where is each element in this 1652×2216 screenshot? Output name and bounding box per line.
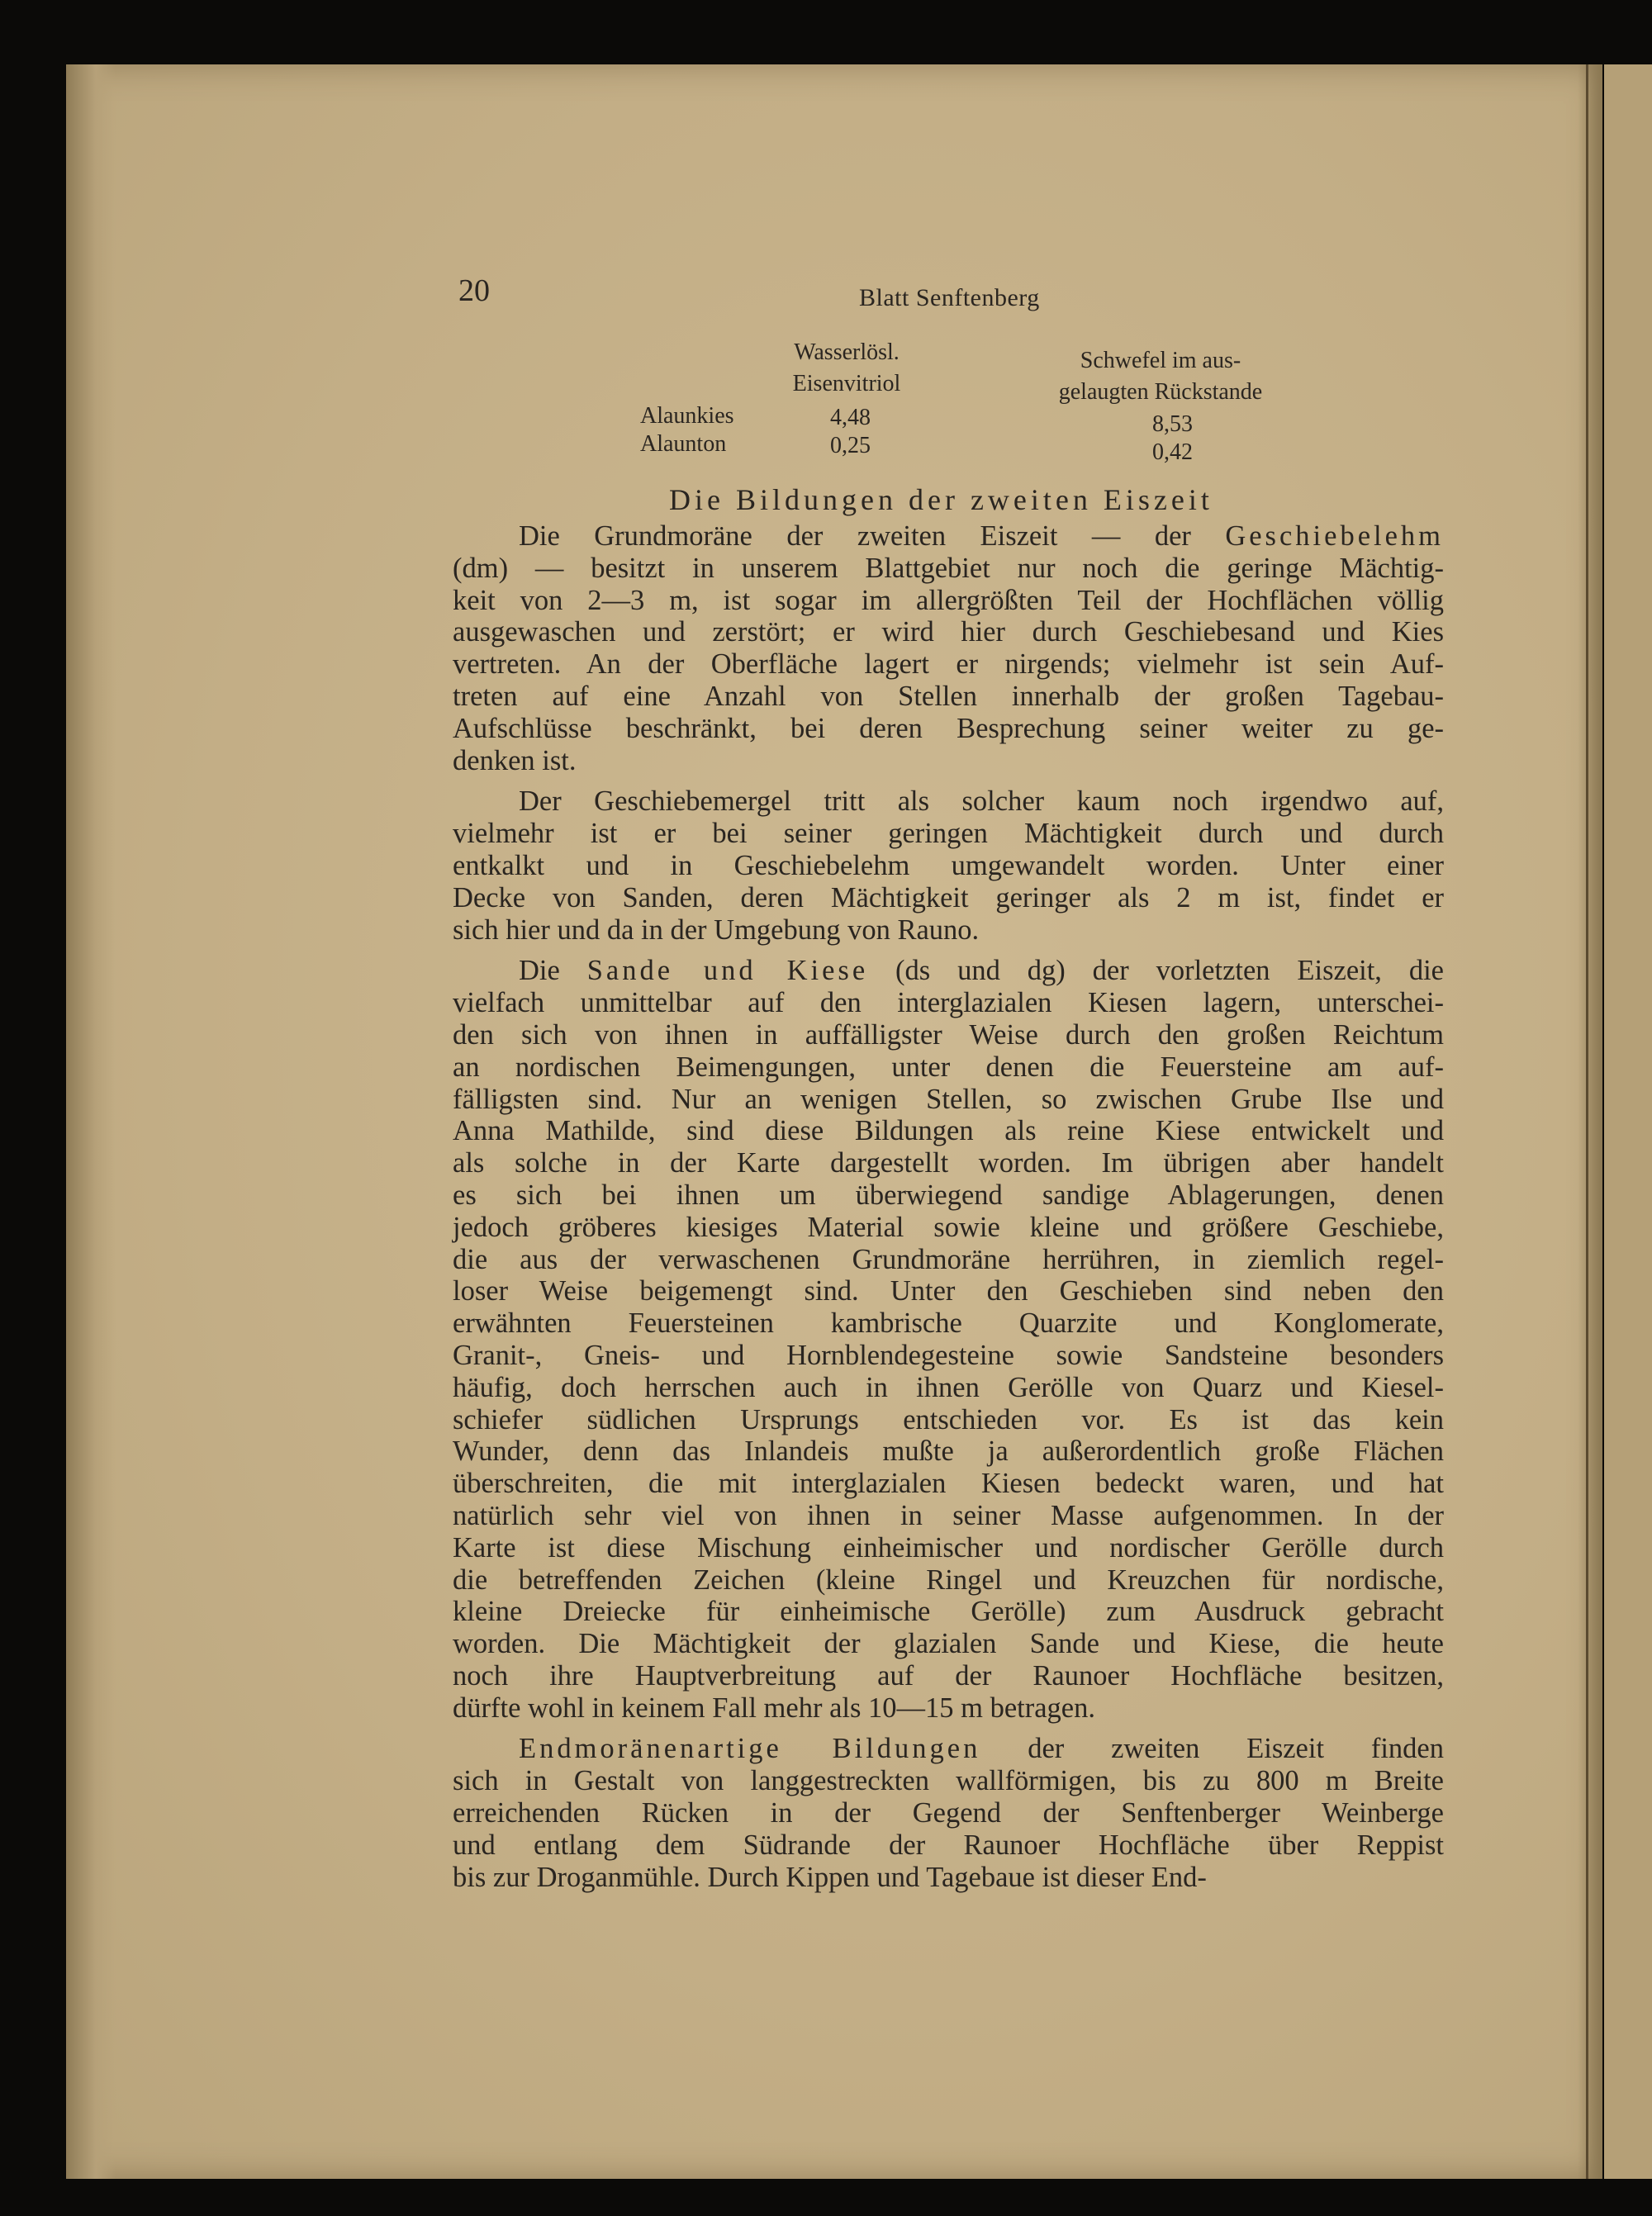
spaced-term: Sande und Kiese: [586, 955, 869, 987]
table-cell: 0,25: [830, 433, 871, 458]
table-row-label: Alaunton: [640, 431, 727, 457]
spaced-term: Endmoränenartige Bildungen: [519, 1733, 981, 1765]
running-head: Blatt Senftenberg: [859, 284, 1040, 311]
paragraph-gap: [453, 946, 1444, 955]
text-line: ausgewaschen und zerstört; er wird hier durch Geschiebesand und Kies: [453, 616, 1444, 648]
section-heading: Die Bildungen der zweiten Eiszeit: [669, 483, 1213, 516]
text-line: als solche in der Karte dargestellt worden. Im übrigen aber handelt: [453, 1147, 1444, 1179]
text-line: erwähnten Feuersteinen kambrische Quarzite und Konglomerate,: [453, 1307, 1444, 1340]
spaced-term: Geschiebelehm: [1225, 520, 1444, 552]
text-line: loser Weise beigemengt sind. Unter den Geschieben sind neben den: [453, 1275, 1444, 1307]
text-line: Granit-, Gneis- und Hornblendegesteine sowie Sandsteine besonders: [453, 1339, 1444, 1371]
line-segment: der zweiten Eiszeit finden: [980, 1733, 1444, 1765]
header-line: gelaugten Rückstande: [1058, 379, 1263, 405]
text-line: entkalkt und in Geschiebelehm umgewandelt worden. Unter einer: [453, 849, 1444, 881]
page-gutter-line: [1586, 64, 1588, 2179]
table-header-wasserloesl: [768, 337, 925, 400]
header-line: Schwefel im aus-: [1080, 348, 1241, 373]
paragraph-gap: [453, 1724, 1444, 1733]
text-line: es sich bei ihnen um überwiegend sandige Ablagerungen, denen: [453, 1179, 1444, 1211]
text-line: die betreffenden Zeichen (kleine Ringel und Kreuzchen für nordische,: [453, 1564, 1444, 1596]
text-line: überschreiten, die mit interglazialen Kiesen bedeckt waren, und hat: [453, 1468, 1444, 1500]
paragraph: [453, 1733, 1444, 1893]
text-line: schiefer südlichen Ursprungs entschieden vor. Es ist das kein: [453, 1403, 1444, 1435]
table-cell: 8,53: [1152, 411, 1193, 437]
paragraph: [453, 955, 1444, 1724]
text-line: Aufschlüsse beschränkt, bei deren Besprechung seiner weiter zu ge-: [453, 712, 1444, 744]
text-line: noch ihre Hauptverbreitung auf der Raunoer Hochfläche besitzen,: [453, 1659, 1444, 1692]
text-line: Decke von Sanden, deren Mächtigkeit geringer als 2 m ist, findet er: [453, 881, 1444, 913]
text-line: [453, 955, 1444, 987]
paragraph: [453, 785, 1444, 946]
text-line: Anna Mathilde, sind diese Bildungen als reine Kiese entwickelt und: [453, 1115, 1444, 1147]
text-line: jedoch gröberes kiesiges Material sowie kleine und größere Geschiebe,: [453, 1211, 1444, 1243]
page-right-shadow: [1578, 64, 1602, 2179]
text-line: bis zur Droganmühle. Durch Kippen und Tagebaue ist dieser End-: [453, 1861, 1207, 1893]
paragraph: [453, 520, 1444, 776]
text-line: Der Geschiebemergel tritt als solcher kaum noch irgendwo auf,: [519, 785, 1444, 818]
text-line: vertreten. An der Oberfläche lagert er nirgends; vielmehr ist sein Auf-: [453, 648, 1444, 681]
text-line: und entlang dem Südrande der Raunoer Hochfläche über Reppist: [453, 1829, 1444, 1861]
text-line: [453, 520, 1444, 553]
adjacent-page-edge: [1604, 64, 1652, 2179]
page-left-shadow: [66, 64, 116, 2179]
text-line: vielfach unmittelbar auf den interglazialen Kiesen lagern, unterschei-: [453, 987, 1444, 1019]
page-number: 20: [458, 273, 490, 308]
text-line: kleine Dreiecke für einheimische Gerölle) zum Ausdruck gebracht: [453, 1596, 1444, 1628]
text-line: treten auf eine Anzahl von Stellen innerhalb der großen Tagebau-: [453, 680, 1444, 712]
text-line: sich in Gestalt von langgestreckten wallförmigen, bis zu 800 m Breite: [453, 1765, 1444, 1797]
text-line: an nordischen Beimengungen, unter denen die Feuersteine am auf-: [453, 1051, 1444, 1083]
text-line: fälligsten sind. Nur an wenigen Stellen, so zwischen Grube Ilse und: [453, 1083, 1444, 1115]
text-line: den sich von ihnen in auffälligster Weise durch den großen Reichtum: [453, 1018, 1444, 1051]
text-line: dürfte wohl in keinem Fall mehr als 10—15 m betragen.: [453, 1692, 1095, 1724]
table-header-schwefel: [1024, 345, 1297, 408]
body-text: [453, 520, 1444, 1893]
line-segment: Die Grundmoräne der zweiten Eiszeit — der: [519, 520, 1226, 552]
text-line: erreichenden Rücken in der Gegend der Senftenberger Weinberge: [453, 1797, 1444, 1829]
text-line: [453, 1733, 1444, 1765]
text-line: keit von 2—3 m, ist sogar im allergrößten Teil der Hochflächen völlig: [453, 584, 1444, 616]
text-line: Karte ist diese Mischung einheimischer und nordischer Gerölle durch: [453, 1531, 1444, 1564]
text-line: denken ist.: [453, 744, 577, 776]
text-line: Wunder, denn das Inlandeis mußte ja außerordentlich große Flächen: [453, 1435, 1444, 1468]
header-line: Eisenvitriol: [792, 371, 901, 396]
table-row-label: Alaunkies: [640, 403, 734, 429]
text-line: vielmehr ist er bei seiner geringen Mächtigkeit durch und durch: [453, 818, 1444, 850]
line-segment: Die: [519, 955, 587, 987]
line-segment: (ds und dg) der vorletzten Eiszeit, die: [868, 955, 1444, 987]
header-line: Wasserlösl.: [794, 339, 900, 365]
text-line: häufig, doch herrschen auch in ihnen Gerölle von Quarz und Kiesel-: [453, 1371, 1444, 1403]
text-line: die aus der verwaschenen Grundmoräne herrühren, in ziemlich regel-: [453, 1243, 1444, 1275]
text-line: natürlich sehr viel von ihnen in seiner Masse aufgenommen. In der: [453, 1499, 1444, 1531]
paragraph-gap: [453, 776, 1444, 785]
text-line: sich hier und da in der Umgebung von Rauno.: [453, 913, 980, 946]
text-line: worden. Die Mächtigkeit der glazialen Sande und Kiese, die heute: [453, 1628, 1444, 1660]
table-cell: 4,48: [830, 405, 871, 430]
table-cell: 0,42: [1152, 439, 1193, 465]
text-line: (dm) — besitzt in unserem Blattgebiet nur noch die geringe Mächtig-: [453, 552, 1444, 584]
